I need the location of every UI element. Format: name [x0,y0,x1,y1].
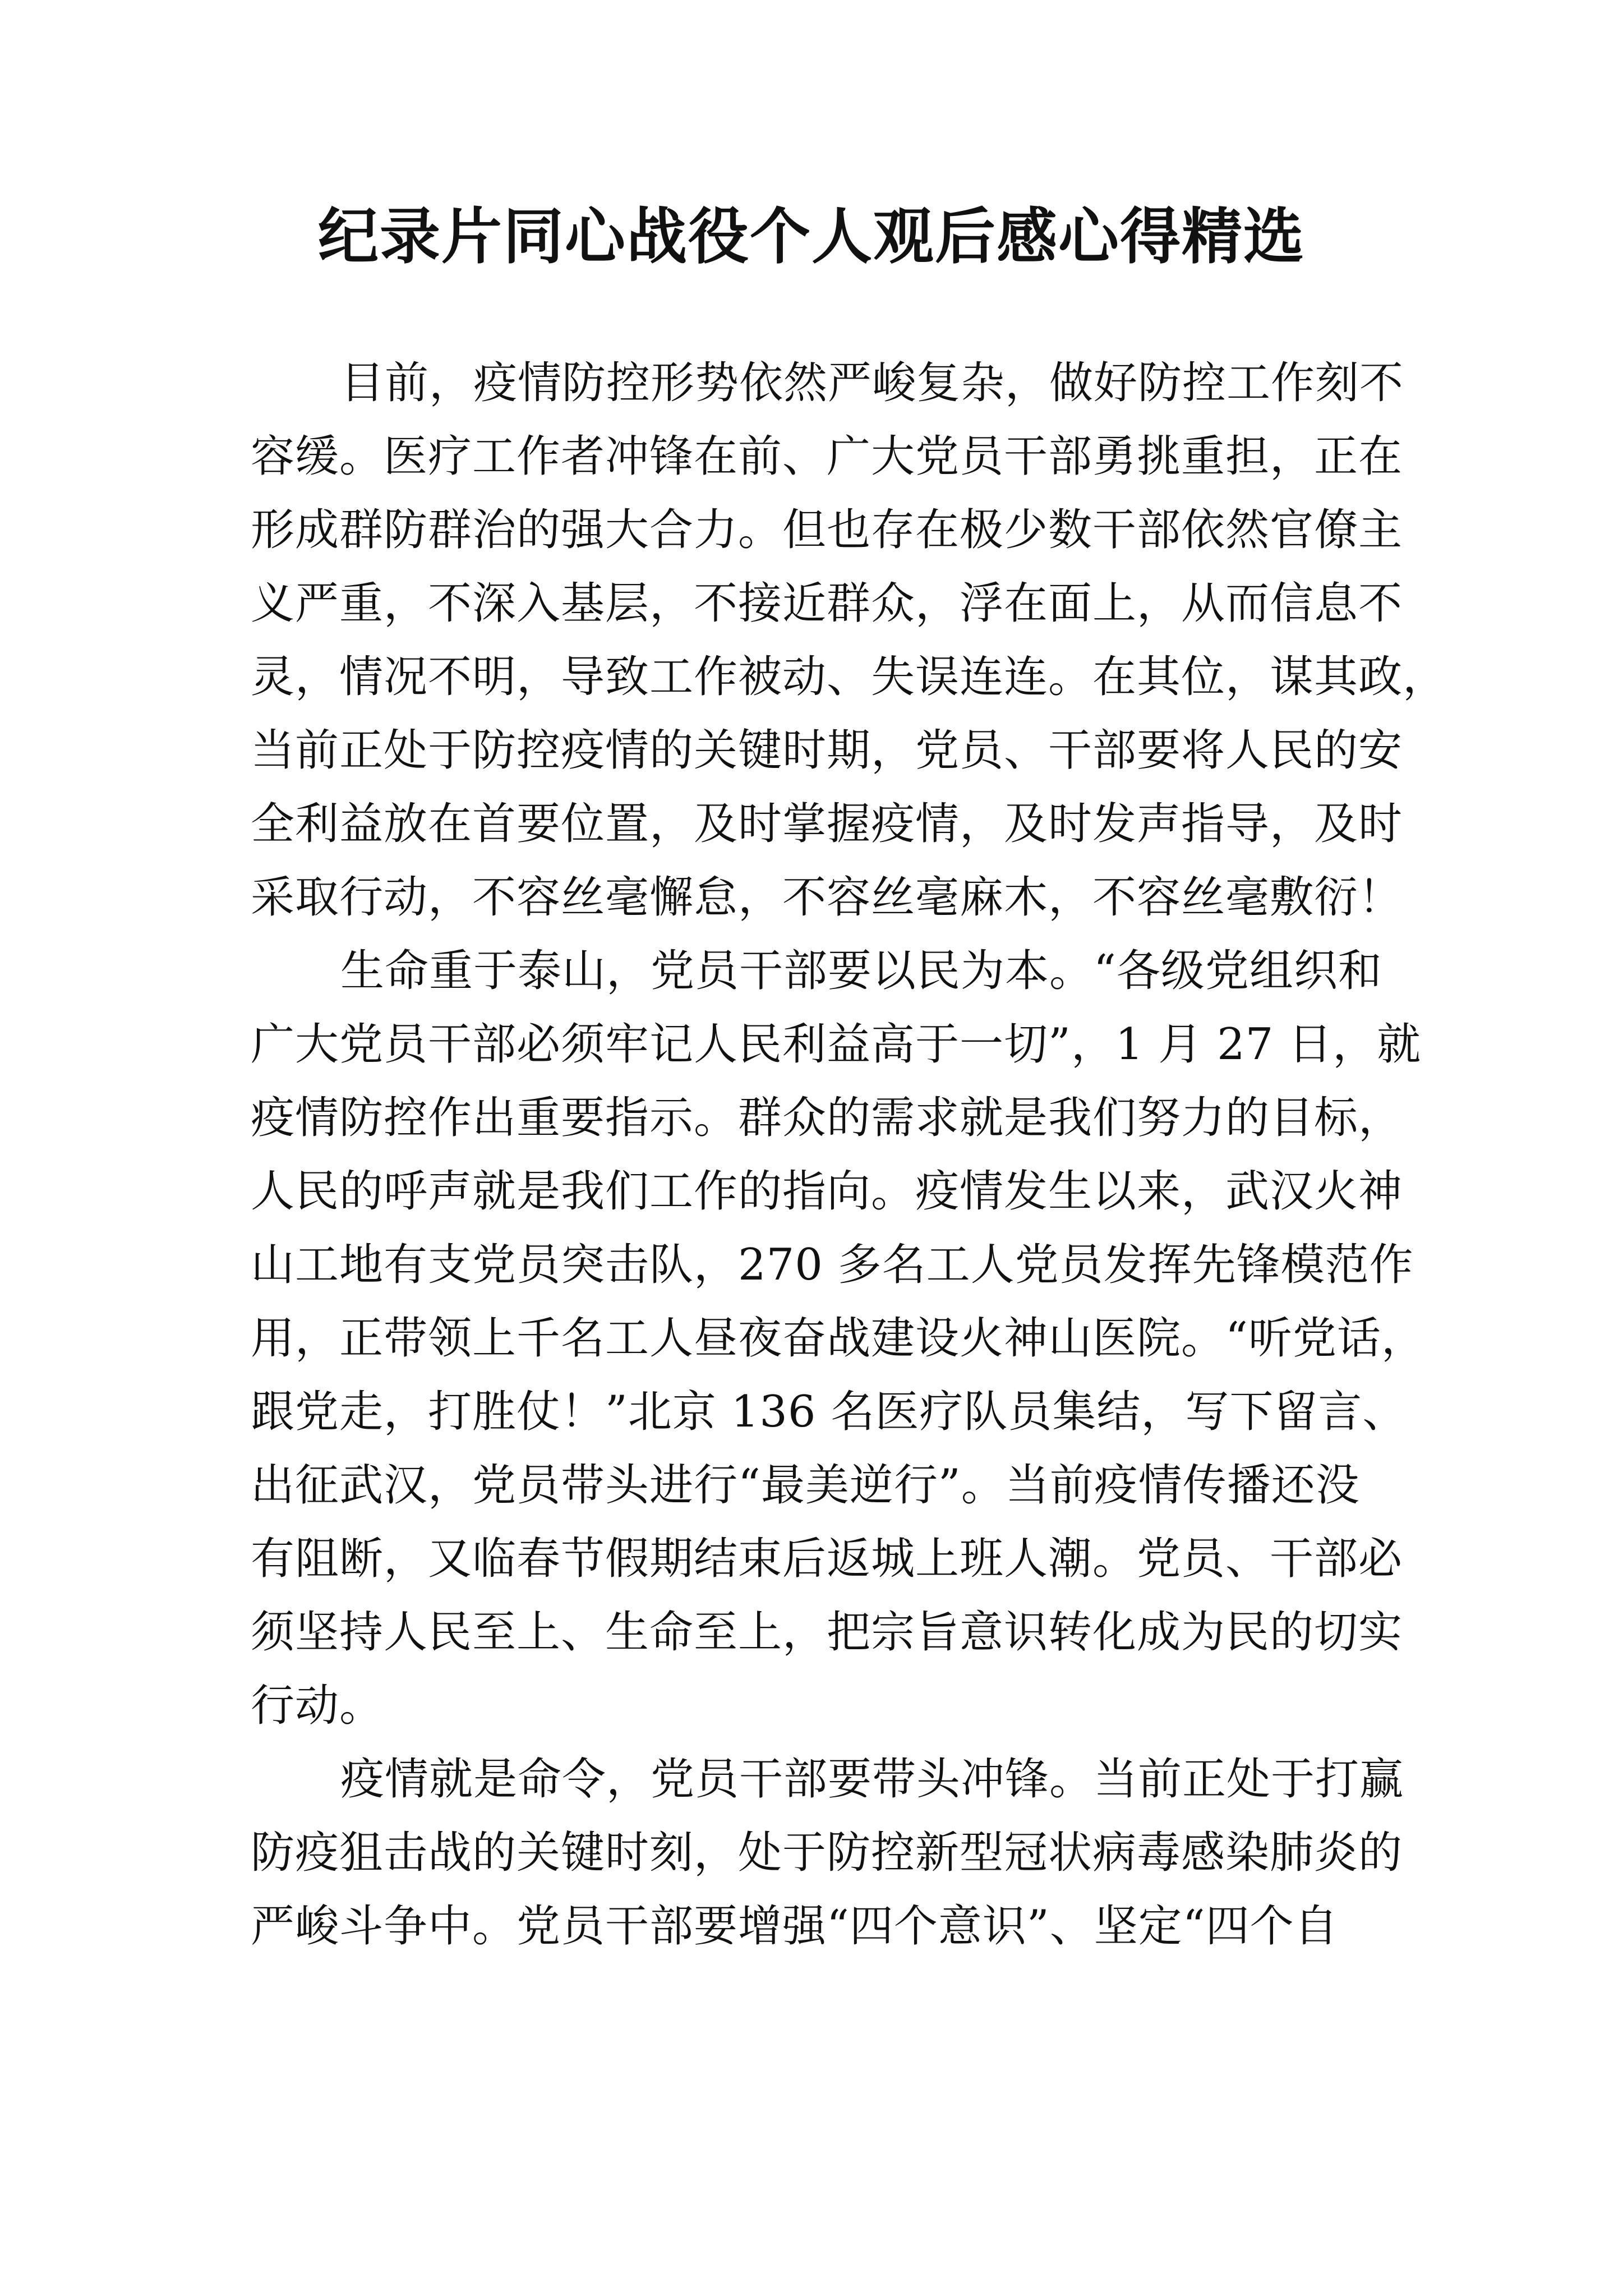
paragraph-line: 有阻断，又临春节假期结束后返城上班人潮。党员、干部必 [251,1534,1403,1584]
paragraph-line: 人民的呼声就是我们工作的指向。疫情发生以来，武汉火神 [251,1166,1403,1217]
paragraph-line: 用，正带领上千名工人昼夜奋战建设火神山医院。“听党话， [251,1313,1426,1364]
paragraph-line: 容缓。医疗工作者冲锋在前、广大党员干部勇挑重担，正在 [251,431,1403,482]
paragraph-line: 山工地有支党员突击队，270 多名工人党员发挥先锋模范作 [251,1240,1414,1290]
paragraph-3 [251,1743,1404,1963]
paragraph-line: 当前正处于防控疫情的关键时期，党员、干部要将人民的安 [251,725,1403,776]
paragraph-1 [251,347,1447,935]
paragraph-line: 疫情就是命令，党员干部要带头冲锋。当前正处于打赢 [340,1754,1404,1805]
paragraph-line: 目前，疫情防控形势依然严峻复杂，做好防控工作刻不 [340,358,1404,408]
paragraph-line: 行动。 [251,1681,384,1731]
paragraph-line: 疫情防控作出重要指示。群众的需求就是我们努力的目标， [251,1093,1403,1143]
paragraph-line: 全利益放在首要位置，及时掌握疫情，及时发声指导，及时 [251,799,1403,849]
paragraph-line: 形成群防群治的强大合力。但也存在极少数干部依然官僚主 [251,505,1403,555]
paragraph-line: 义严重，不深入基层，不接近群众，浮在面上，从而信息不 [251,578,1403,629]
paragraph-line: 采取行动，不容丝毫懈怠，不容丝毫麻木，不容丝毫敷衍！ [251,872,1403,923]
paragraph-line: 严峻斗争中。党员干部要增强“四个意识”、坚定“四个自 [251,1901,1339,1952]
paragraph-line: 生命重于泰山，党员干部要以民为本。“各级党组织和 [340,946,1382,996]
paragraph-line: 跟党走，打胜仗！”北京 136 名医疗队员集结，写下留言、 [251,1387,1407,1437]
paragraph-line: 广大党员干部必须牢记人民利益高于一切”，1 月 27 日，就 [251,1019,1422,1070]
paragraph-line: 须坚持人民至上、生命至上，把宗旨意识转化成为民的切实 [251,1607,1403,1658]
paragraph-line: 出征武汉，党员带头进行“最美逆行”。当前疫情传播还没 [251,1460,1360,1511]
document-title: 纪录片同心战役个人观后感心得精选 [317,201,1305,272]
paragraph-line: 灵，情况不明，导致工作被动、失误连连。在其位，谋其政， [251,652,1447,702]
paragraph-2 [251,935,1426,1743]
document-body [251,347,1447,1963]
paragraph-line: 防疫狙击战的关键时刻，处于防控新型冠状病毒感染肺炎的 [251,1828,1403,1878]
